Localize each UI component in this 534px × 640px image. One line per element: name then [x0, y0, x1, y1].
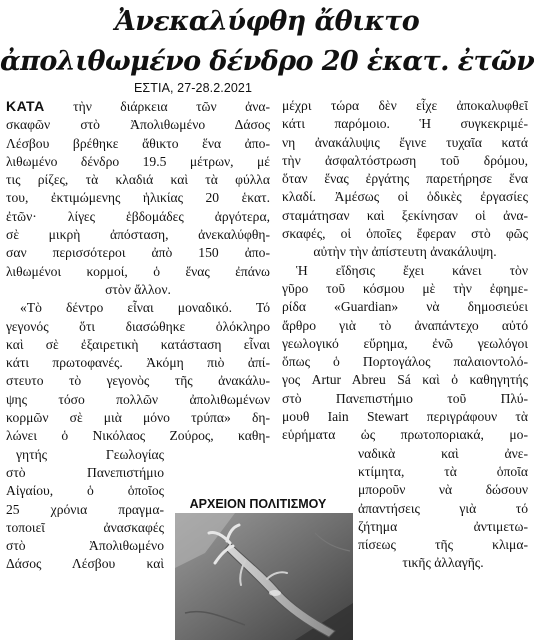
- article-line: ναδικὰ καὶ ἀνε-: [358, 445, 528, 461]
- article-line: ὅταν ἕνας ἐργάτης παρετήρησε ἕνα: [282, 171, 528, 187]
- article-line: ἄρθρο γιὰ τὸ ἀναπάντεχο αὐτό: [282, 317, 528, 333]
- article-line: μέχρι τώρα δὲν εἶχε ἀποκαλυφθεῖ: [282, 98, 528, 113]
- article-line: γῦρο τοῦ κόσμου μὲ τὴν ἐφημε-: [282, 280, 528, 296]
- article-line: σαν περισσότεροι ἀπὸ 150 ἀπο-: [6, 245, 270, 261]
- article-line: ζήτημα ἀντιμετω-: [358, 518, 528, 534]
- article-line: σκαφῶν στὸ Ἀπολιθωμένο Δάσος: [6, 117, 270, 133]
- article-line: «Τὸ δέντρο εἶναι μοναδικό. Τό: [20, 300, 270, 316]
- article-line-text: τὴν διάρκεια τῶν ἀνα-: [44, 99, 270, 114]
- article-line: Δάσος Λέσβου καὶ: [6, 556, 164, 572]
- article-line: του, ἐκτιμώμενης ἡλικίας 20 ἑκατ.: [6, 190, 270, 206]
- article-line: στὸ Ἀπολιθωμένο: [6, 538, 164, 554]
- article-line: λιθωμένο δένδρο 19.5 μέτρων, μέ: [6, 153, 270, 169]
- article-line: μουθ Iain Stewart περιγράφουν τὰ: [282, 409, 528, 425]
- article-line: κάτι παρόμοιο. Ἡ συγκεκριμέ-: [282, 116, 528, 132]
- article-line: ρίδα «Guardian» νὰ δημοσιεύει: [282, 299, 528, 315]
- article-line: Αἰγαίου, ὁ ὁποῖος: [6, 483, 164, 499]
- article-line: γεγονός ὅτι διασώθηκε ὁλόκληρο: [6, 318, 270, 334]
- article-line: στὸ Πανεπιστήμιο τοῦ Πλύ-: [282, 390, 528, 406]
- article-line: ψης τόσο πολλῶν ἀπολιθωμένων: [6, 391, 270, 407]
- fossil-tree-photo: [175, 513, 353, 640]
- article-line: ἐτῶν· λίγες ἑβδομάδες ἀργότερα,: [6, 208, 270, 224]
- article-line: τοποιεῖ ἀνασκαφές: [6, 519, 164, 535]
- article-line: ἀπαντήσεις γιὰ τό: [358, 500, 528, 516]
- article-line: ὅπως ὁ Πορτογάλος παλαιοντολό-: [282, 354, 528, 370]
- article-line: λιθωμένοι κορμοί, ὁ ἕνας ἐπάνω: [6, 263, 270, 279]
- fossil-tree-illustration: [175, 513, 353, 640]
- article-line: σὲ μικρὴ ἀπόσταση, ἀνεκαλύφθη-: [6, 227, 270, 243]
- article-line: [6, 97, 270, 116]
- article-line: κτίμητα, τὰ ὁποῖα: [358, 463, 528, 479]
- article-line: μποροῦν νὰ δώσουν: [358, 482, 528, 498]
- article-line: λώνει ὁ Νικόλαος Ζούρος, καθη-: [6, 428, 270, 444]
- article-line: στὸ Πανεπιστήμιο: [6, 464, 164, 480]
- article-line: κάτι πρωτοφανές. Ἀκόμη πιὸ ἀπί-: [6, 355, 270, 371]
- article-line: τις ρίζες, τὰ κλαδιά καὶ τὰ φύλλα: [6, 172, 270, 188]
- article-line: γητής Γεωλογίας: [16, 446, 164, 462]
- dropcap: ΚΑΤΑ: [6, 98, 45, 114]
- article-line: Λέσβου βρέθηκε ἄθικτο ἕνα ἀπο-: [6, 135, 270, 151]
- article-line: στὸν ἄλλον.: [105, 281, 171, 297]
- article-line: πίσεως τῆς κλιμα-: [358, 537, 528, 553]
- article-line: γος Artur Abreu Sá καὶ ὁ καθηγητής: [282, 372, 528, 388]
- article-line: Ἡ εἴδησις ἔχει κάνει τὸν: [296, 262, 528, 278]
- article-line: κορμῶν σὲ μιὰ μόνο τρύπα» δη-: [6, 410, 270, 426]
- article-line: σταμάτησαν καὶ ξεκίνησαν οἱ ἀνα-: [282, 207, 528, 223]
- article-line: νη ἀνακάλυψις ἔγινε τυχαῖα κατά: [282, 134, 528, 150]
- article-line: 25 χρόνια πραγμα-: [6, 501, 164, 517]
- article-line: σκαφές, οἱ ὁποῖες ἔφεραν στὸ φῶς: [282, 226, 528, 242]
- article-line: εὑρήματα ὡς πρωτοποριακά, μο-: [282, 427, 528, 443]
- article-line: στευτο τὸ γεγονὸς τῆς ἀνακάλυ-: [6, 373, 270, 389]
- article-line: γεωλογικό εὕρημα, ἐνῶ γεωλόγοι: [282, 335, 528, 351]
- article-line: καὶ σὲ ἐξαιρετικὴ κατάσταση εἶναι: [6, 336, 270, 352]
- article-line: τὴν ἀσφαλτόστρωση τοῦ δρόμου,: [282, 152, 528, 168]
- headline-line-1: Ἀνεκαλύφθη ἄθικτο: [114, 6, 420, 37]
- article-line: κλαδί. Ἀμέσως οἱ ὁδικὲς ἐργασίες: [282, 189, 528, 205]
- article-line: τικῆς ἀλλαγῆς.: [402, 555, 484, 571]
- article-line: αὐτὴν τὴν ἀπίστευτη ἀνακάλυψη.: [313, 244, 497, 260]
- source-dateline: ΕΣΤΙΑ, 27-28.2.2021: [134, 81, 253, 95]
- headline-line-2: ἀπολιθωμένο δένδρο 20 ἑκατ. ἐτῶν: [0, 46, 534, 77]
- photo-credit: ΑΡΧΕΙΟΝ ΠΟΛΙΤΙΣΜΟΥ: [189, 497, 327, 511]
